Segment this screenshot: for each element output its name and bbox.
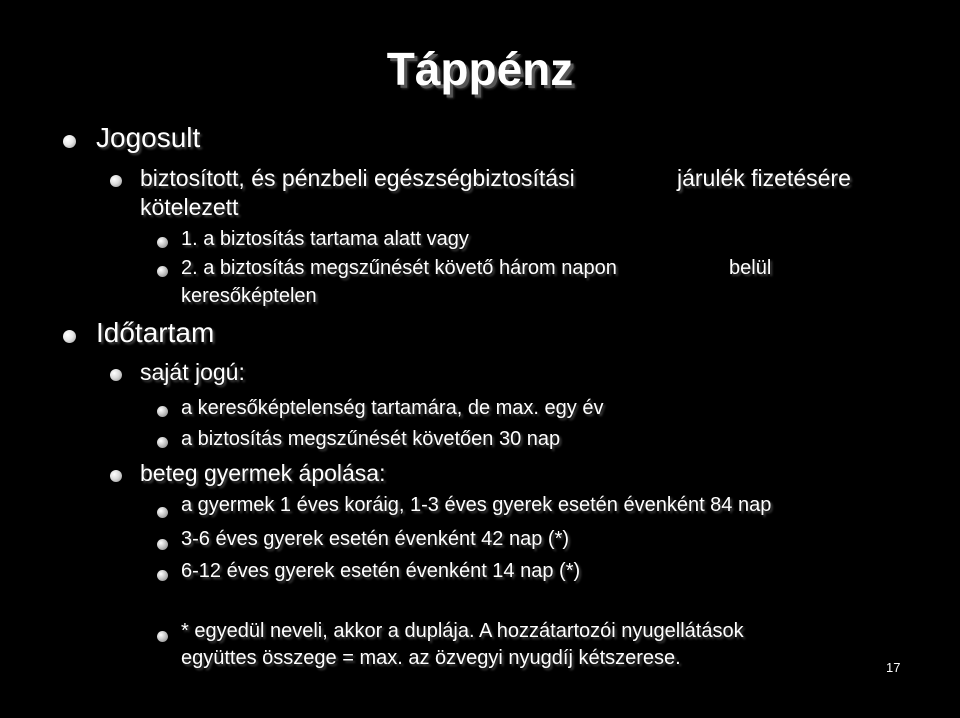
jogosult-sub2-a: 2. a biztosítás megszűnését követő három napon <box>181 257 617 279</box>
bullet-icon <box>157 570 168 581</box>
bullet-icon <box>157 539 168 550</box>
slide-title: Táppénz <box>386 43 574 95</box>
beteg-item-3: 6-12 éves gyerek esetén évenként 14 nap (*) <box>181 560 581 582</box>
bullet-icon <box>110 369 122 381</box>
sajat-item-2: a biztosítás megszűnését követően 30 nap <box>181 428 561 450</box>
jogosult-sub1: 1. a biztosítás tartama alatt vagy <box>181 228 469 250</box>
bullet-icon <box>157 437 168 448</box>
footnote-line1: * egyedül neveli, akkor a duplája. A hozzátartozói nyugellátások <box>181 620 744 642</box>
bullet-icon <box>157 406 168 417</box>
jogosult-sub2-b: belül <box>729 257 772 279</box>
sajat-jogu-label: saját jogú: <box>140 359 245 385</box>
jogosult-sub2-c: keresőképtelen <box>181 285 317 307</box>
bullet-icon <box>110 470 122 482</box>
heading-jogosult: Jogosult <box>96 122 201 153</box>
bullet-icon <box>157 631 168 642</box>
beteg-item-2: 3-6 éves gyerek esetén évenként 42 nap (*) <box>181 528 570 550</box>
bullet-icon <box>110 175 122 187</box>
bullet-icon <box>63 330 76 343</box>
sajat-item-1: a keresőképtelenség tartamára, de max. egy év <box>181 397 604 419</box>
jogosult-line1-b: járulék fizetésére <box>677 165 851 191</box>
beteg-gyermek-label: beteg gyermek ápolása: <box>140 460 386 486</box>
bullet-icon <box>157 266 168 277</box>
beteg-item-1: a gyermek 1 éves koráig, 1-3 éves gyerek esetén évenként 84 nap <box>181 494 772 516</box>
jogosult-line1-c: kötelezett <box>140 194 239 220</box>
heading-idotartam: Időtartam <box>96 317 215 348</box>
footnote-line2: együttes összege = max. az özvegyi nyugdíj kétszerese. <box>181 647 681 669</box>
page-number: 17 <box>886 660 901 675</box>
bullet-icon <box>63 135 76 148</box>
jogosult-line1-a: biztosított, és pénzbeli egészségbiztosítási <box>140 165 575 191</box>
bullet-icon <box>157 507 168 518</box>
bullet-icon <box>157 237 168 248</box>
